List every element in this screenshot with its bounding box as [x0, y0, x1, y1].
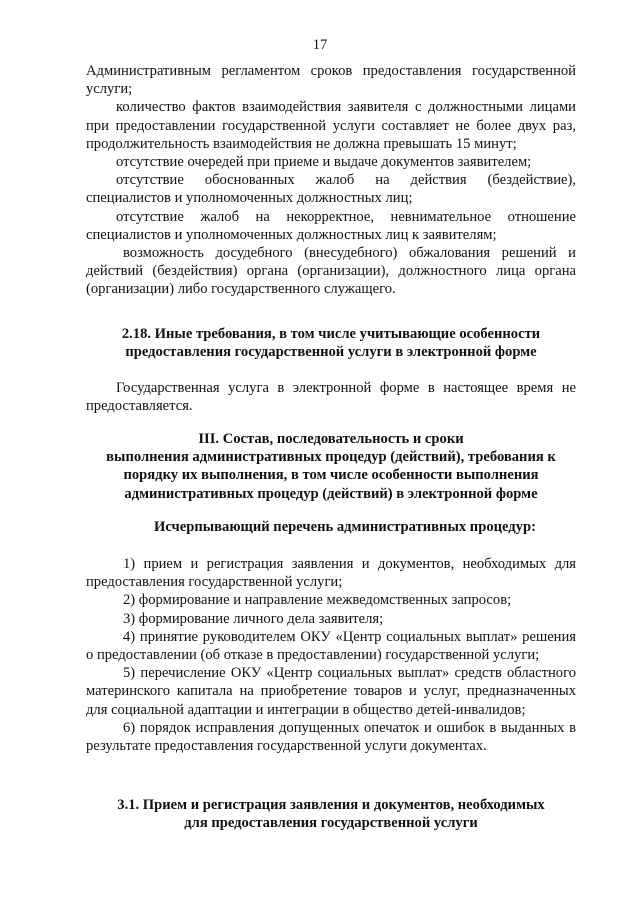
list-item: 6) порядок исправления допущенных опечаток и ошибок в выданных в результате предоставления государственной услуги документах. [86, 719, 576, 755]
heading-line: выполнения административных процедур (действий), требования к [106, 449, 556, 466]
heading-line: предоставления государственной услуги в электронной форме [125, 344, 537, 361]
heading-line: для предоставления государственной услуги [184, 815, 478, 832]
heading-line: порядку их выполнения, в том числе особенности выполнения [123, 467, 539, 484]
list-item: 5) перечисление ОКУ «Центр социальных выплат» средств областного материнского капитала на приобретение товаров и услуг, предназначенных для социальной адаптации и интеграции в общество детей-инвалидов; [86, 665, 576, 718]
list-item: отсутствие обоснованных жалоб на действия (бездействие), специалистов и уполномоченных должностных лиц; [86, 172, 576, 207]
list-item: количество фактов взаимодействия заявителя с должностными лицами при предоставлении государственной услуги составляет не более двух раз, продолжительность взаимодействия не должна превышать 15 минут; [86, 99, 576, 152]
list-item: отсутствие очередей при приеме и выдаче документов заявителем; [116, 154, 532, 171]
list-item: 2) формирование и направление межведомственных запросов; [123, 592, 512, 609]
list-item: 1) прием и регистрация заявления и документов, необходимых для предоставления государственной услуги; [86, 556, 576, 591]
list-item: 3) формирование личного дела заявителя; [123, 610, 384, 627]
list-item: возможность досудебного (внесудебного) обжалования решений и действий (бездействия) органа (организации), должностного лица органа (организации) либо государственного служащего. [86, 245, 576, 298]
list-item: 4) принятие руководителем ОКУ «Центр социальных выплат» решения о предоставлении (об отказе в предоставлении) государственной услуги; [86, 628, 576, 664]
section-2-18-heading [86, 325, 576, 361]
intro-continuation: Административным регламентом сроков предоставления государственной услуги; [86, 63, 576, 98]
heading-line: 3.1. Прием и регистрация заявления и документов, необходимых [117, 797, 545, 813]
heading-line: III. Состав, последовательность и сроки [198, 431, 464, 447]
section-2-18-text: Государственная услуга в электронной форме в настоящее время не предоставляется. [86, 380, 576, 415]
heading-line: 2.18. Иные требования, в том числе учитывающие особенности [121, 326, 541, 342]
page-number: 17 [312, 37, 328, 53]
procedures-list [86, 555, 576, 755]
heading-line: административных процедур (действий) в электронной форме [124, 485, 538, 502]
section-3-heading [86, 430, 576, 503]
section-2-18-text-block [86, 379, 576, 415]
procedures-title: Исчерпывающий перечень административных процедур: [154, 519, 536, 535]
list-item: отсутствие жалоб на некорректное, невнимательное отношение специалистов и уполномоченных должностных лиц к заявителям; [86, 208, 576, 243]
section-3-1-heading [86, 796, 576, 832]
procedures-title-block [86, 518, 576, 536]
intro-block [86, 62, 576, 299]
